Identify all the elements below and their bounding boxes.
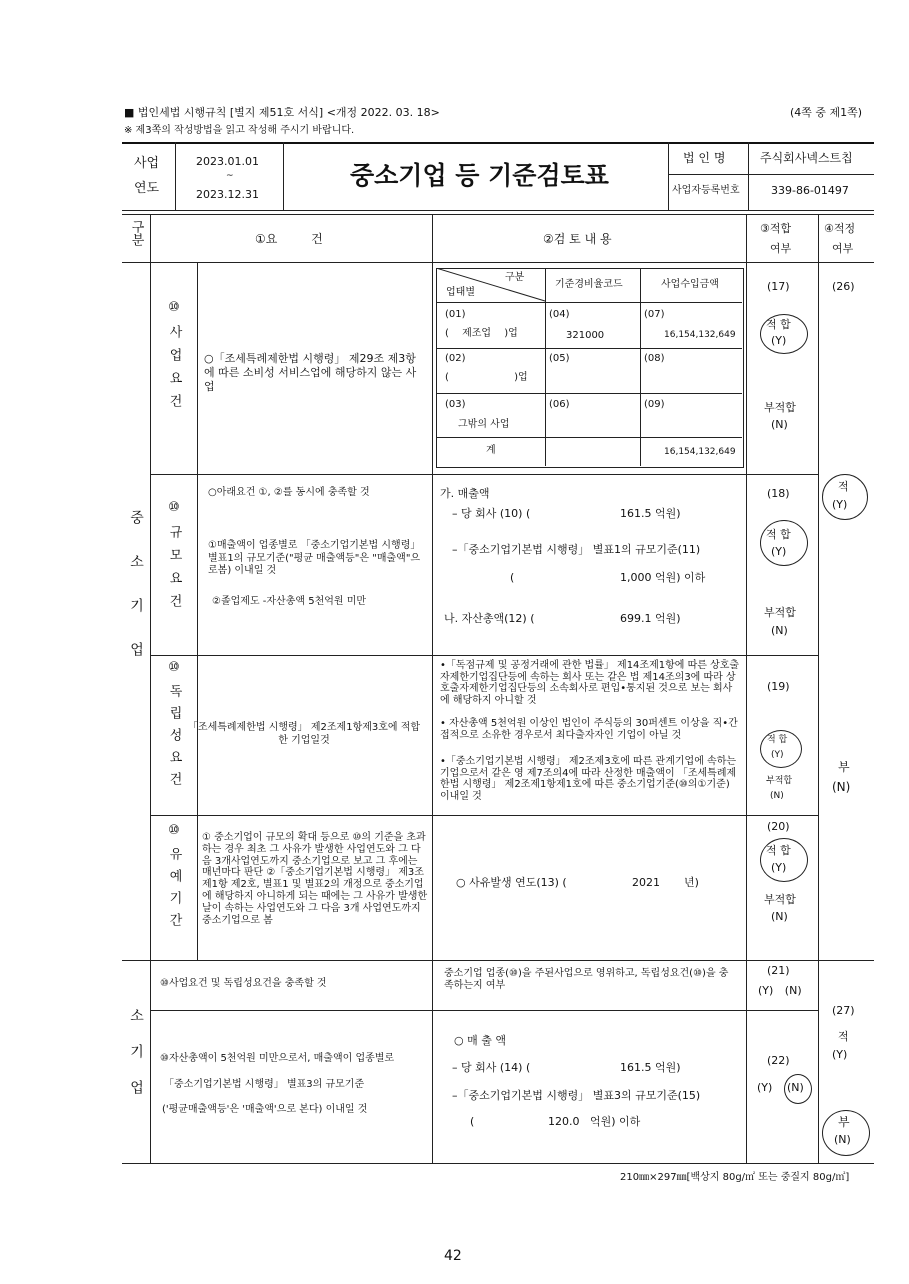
cell-08: (08)	[644, 353, 665, 364]
row103-rev3: •「중소기업기본법 시행령」 제2조제3호에 따른 관계기업에 속하는 기업으로서 같은 영 제7조의4에 따라 산정한 매출액이 「조세특례제한법 시행령」 제2조제1항제1호에 따른 중소기업기준(⑩의①기준) 이내일 것	[440, 756, 737, 802]
row106-rev-a3-val: 120.0	[548, 1115, 580, 1128]
row102-fit-y: (Y)	[771, 545, 787, 558]
row104-unfit-n: (N)	[771, 910, 788, 923]
inner-diag-top: 구분	[505, 272, 525, 283]
row103-req: 「조세특례제한법 시행령」 제2조제1항제3호에 적합한 기업일것	[187, 722, 421, 746]
row106-num4-unfit: 부	[838, 1115, 850, 1129]
row106-rev-a1-val: 161.5	[620, 1061, 652, 1074]
row104-fit-y: (Y)	[771, 861, 787, 874]
cell-01-industry: ( 제조업 )업	[445, 328, 518, 339]
row101-fit-y: (Y)	[771, 334, 787, 347]
page-of: (4쪽 중 제1쪽)	[790, 106, 863, 119]
cell-09: (09)	[644, 399, 665, 410]
row103-num: (19)	[767, 680, 790, 693]
row102-unfit-n: (N)	[771, 624, 788, 637]
row105-num: (21)	[767, 964, 790, 977]
row102-rev-b-val: 699.1	[620, 612, 652, 625]
row106-y: (Y)	[757, 1081, 773, 1094]
row102-unfit: 부적합	[764, 606, 796, 619]
row103-fit-y: (Y)	[771, 750, 784, 760]
row102-req3: ②졸업제도 -자산총액 5천억원 미만	[212, 596, 367, 607]
row105-req: ⑩사업요건 및 독립성요건을 충족할 것	[160, 978, 327, 989]
row103-num4-n: (N)	[832, 780, 851, 794]
row104-rev-unit: 년)	[684, 876, 699, 889]
row102-req1: ○아래요건 ①, ②를 동시에 충족할 것	[208, 487, 370, 498]
row106-rev-a3-open: (	[470, 1115, 475, 1128]
row105-num4-fit-y: (Y)	[832, 1048, 848, 1061]
cell-01: (01)	[445, 309, 466, 320]
row104-rev-val: 2021	[632, 876, 660, 889]
cell-02: (02)	[445, 353, 466, 364]
row102-num: (18)	[767, 487, 790, 500]
col-requirement: ①요 건	[255, 232, 323, 246]
page-number: 42	[444, 1248, 462, 1264]
row104-label: ⑩유예기간	[166, 823, 182, 935]
row105-num4-fit: 적	[838, 1030, 849, 1043]
row103-rev1: •「독점규제 및 공정거래에 관한 법률」 제14조제1항에 따른 상호출자제한기업집단등에 속하는 회사 또는 같은 법 제14조의3에 따라 상호출자제한기업집단등의 소속회사로 편입•통지된 것으로 보는 회사에 해당하지 아니할 것	[440, 660, 740, 706]
col-gubun: 구분	[128, 220, 144, 246]
row102-label: ⑩규모요건	[166, 500, 182, 617]
row104-req: ① 중소기업이 규모의 확대 등으로 ⑩의 기준을 초과하는 경우 최초 그 사유가 발생한 사업연도와 그 다음 3개사업연도까지 중소기업으로 보고 그 후에는 매년마다 판단 ②「중소기업기본법 시행령」 제3조제1항 제2호, 별표1 및 별표2의 개정으로 중소기업에 해당하지 아니하게 되는 때에는 그 사유가 발생한 날이 속하는 사업연도와 그 다음 3개 사업연도까지 중소기업으로 봄	[202, 832, 428, 926]
year-label-1: 사업	[134, 156, 160, 171]
row102-rev-a2-val: 1,000	[620, 571, 652, 584]
row104-rev: ○ 사유발생 연도(13) (	[456, 876, 567, 889]
row105-yn: (Y) (N)	[758, 984, 802, 997]
cell-03: (03)	[445, 399, 466, 410]
section-small: 소기업	[128, 1008, 144, 1116]
col-fit3-2: 여부	[770, 242, 792, 255]
year-label-2: 연도	[134, 181, 160, 196]
col-review: ②검 토 내 용	[543, 232, 612, 246]
period-end: 2023.12.31	[196, 188, 259, 201]
section-sme: 중소기업	[128, 510, 144, 686]
row103-unfit: 부적합	[766, 776, 793, 786]
row101-requirement: ○「조세특례제한법 시행령」 제29조 제3항에 따른 소비성 서비스업에 해당하지 않는 사업	[204, 352, 417, 393]
row102-rev-a2-open: (	[510, 571, 515, 584]
row101-unfit-n: (N)	[771, 418, 788, 431]
row102-rev-b-unit: 억원)	[655, 612, 681, 625]
row101-fit: 적 합	[766, 318, 791, 331]
row102-rev-a1: – 당 회사 (10) (	[452, 507, 531, 520]
row102-rev-a2-unit: 억원) 이하	[655, 571, 706, 584]
row101-num4: (26)	[832, 280, 855, 293]
inner-col-revenue: 사업수입금액	[661, 279, 719, 290]
col-fit4-1: ④적정	[824, 222, 856, 235]
row104-unfit: 부적합	[764, 893, 796, 906]
period-tilde: ~	[226, 171, 234, 181]
page-title: 중소기업 등 기준검토표	[350, 161, 609, 190]
row101-unfit: 부적합	[764, 401, 796, 414]
row106-rev-a1: – 당 회사 (14) (	[452, 1061, 531, 1074]
row106-n: (N)	[787, 1081, 804, 1094]
row104-fit: 적 합	[766, 844, 791, 857]
form-rule: ■ 법인세법 시행규칙 [별지 제51호 서식] <개정 2022. 03. 18>	[124, 106, 440, 119]
biz-no: 339-86-01497	[771, 184, 849, 197]
row102-rev-a2: –「중소기업기본법 시행령」 별표1의 규모기준(11)	[452, 543, 701, 556]
biz-no-label: 사업자등록번호	[672, 185, 740, 196]
total-label: 계	[486, 445, 496, 456]
cell-07: (07)	[644, 309, 665, 320]
row106-rev-a2: –「중소기업기본법 시행령」 별표3의 규모기준(15)	[452, 1089, 701, 1102]
row102-rev-b: 나. 자산총액(12) (	[444, 612, 535, 625]
col-fit4-2: 여부	[832, 242, 854, 255]
row103-unfit-n: (N)	[770, 791, 784, 801]
row101-num: (17)	[767, 280, 790, 293]
row106-num4-unfit-n: (N)	[834, 1133, 851, 1146]
cell-04: (04)	[549, 309, 570, 320]
row106-num: (22)	[767, 1054, 790, 1067]
row106-rev-a: ○ 매 출 액	[454, 1034, 506, 1047]
cell-04-code: 321000	[566, 330, 605, 341]
row106-req3: ('평균매출액등'은 '매출액'으로 본다) 이내일 것	[162, 1104, 368, 1115]
cell-06: (06)	[549, 399, 570, 410]
row102-num4-fit: 적	[838, 480, 849, 493]
writing-note: ※ 제3쪽의 작성방법을 읽고 작성해 주시기 바랍니다.	[124, 125, 355, 136]
row105-num4: (27)	[832, 1004, 855, 1017]
row102-rev-a1-val: 161.5	[620, 507, 652, 520]
row102-rev-a1-unit: 억원)	[655, 507, 681, 520]
row102-rev-a: 가. 매출액	[440, 487, 490, 500]
paper-spec: 210㎜×297㎜[백상지 80g/㎡ 또는 중질지 80g/㎡]	[620, 1172, 850, 1183]
row101-label: ⑩사업요건	[166, 300, 182, 417]
row104-num: (20)	[767, 820, 790, 833]
cell-07-revenue: 16,154,132,649	[664, 330, 736, 340]
row106-req1: ⑩자산총액이 5천억원 미만으로서, 매출액이 업종별로	[160, 1053, 395, 1064]
inner-col-code: 기준경비율코드	[555, 279, 623, 290]
row102-num4-fit-y: (Y)	[832, 498, 848, 511]
row103-rev2: • 자산총액 5천억원 이상인 법인이 주식등의 30퍼센트 이상을 직•간접적으로 소유한 경우로서 최다출자자인 기업이 아닐 것	[440, 718, 738, 741]
row106-req2: 「중소기업기본법 시행령」 별표3의 규모기준	[164, 1079, 365, 1090]
row106-rev-a3-unit: 억원) 이하	[590, 1115, 641, 1128]
corp-name: 주식회사넥스트칩	[760, 151, 853, 165]
row106-rev-a1-unit: 억원)	[655, 1061, 681, 1074]
row103-fit: 적 합	[767, 735, 788, 745]
fit-circle	[760, 520, 808, 566]
col-fit3-1: ③적합	[760, 222, 792, 235]
cell-03-industry: 그밖의 사업	[458, 419, 510, 430]
total-revenue: 16,154,132,649	[664, 447, 736, 457]
row105-rev: 중소기업 업종(⑩)을 주된사업으로 영위하고, 독립성요건(⑩)을 충족하는지 여부	[444, 968, 729, 991]
cell-02-industry: ( )업	[445, 372, 528, 383]
cell-05: (05)	[549, 353, 570, 364]
row102-req2: ①매출액이 업종별로 「중소기업기본법 시행령」 별표1의 규모기준("평균 매출액등"은 "매출액"으로봄) 이내일 것	[208, 540, 421, 576]
corp-name-label: 법 인 명	[683, 151, 726, 165]
row103-num4: 부	[838, 760, 850, 774]
inner-diag-bottom: 업태별	[446, 287, 475, 298]
period-start: 2023.01.01	[196, 155, 259, 168]
row102-fit: 적 합	[766, 528, 791, 541]
row103-label: ⑩독립성요건	[166, 660, 182, 794]
